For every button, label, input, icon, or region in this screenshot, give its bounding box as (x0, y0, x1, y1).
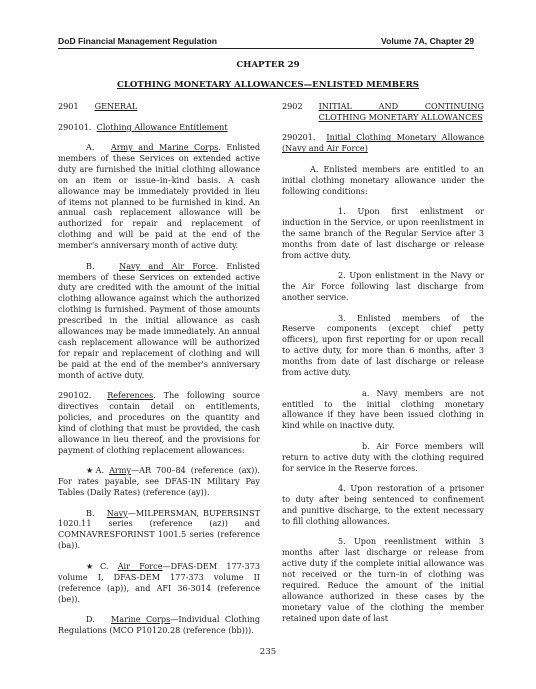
paragraph-label: ★C. (86, 560, 109, 571)
subsection-number: 290101. (58, 121, 92, 132)
section-number: 2902 (282, 101, 303, 111)
paragraph-label: D. (86, 614, 95, 624)
subsection-title: References (107, 390, 154, 401)
subsection-number: 290201. (282, 132, 316, 143)
condition-1: 1. Upon first enlistment or induction in the Service, or upon reenlistment in the same branch of the Regular Service after 3 months from date of last discharge or release from active duty. (282, 206, 484, 260)
header-regulation-title: DoD Financial Management Regulation (58, 36, 218, 46)
condition-3a: a. Navy members are not entitled to the initial clothing monetary allowance if they have been issued clothing in kind while on inactive duty. (282, 387, 484, 431)
reference-navy (58, 508, 260, 552)
reference-army (58, 465, 260, 498)
subsection-title: Initial Clothing Monetary Allowance (Navy and Air Force) (282, 132, 484, 154)
paragraph-text: —AR 700–84 (reference (ax)). For rates payable, see DFAS-IN Military Pay Tables (Daily Rates) (reference (ay)). (58, 465, 260, 498)
paragraph-label: B. (86, 507, 95, 518)
paragraph-text: . The following source directives contain detail on entitlements, policies, and procedures on the quantity and kind of clothing that must be provided, the cash allowance in lieu thereof, and the provisions for payment of clothing replacement allowances: (58, 390, 260, 455)
condition-2: 2. Upon enlistment in the Navy or the Air Force following last discharge from another service. (282, 270, 484, 303)
subsection-290201-heading (282, 132, 484, 154)
paragraph-text: —Individual Clothing Regulations (MCO P10120.28 (reference (bb))). (58, 614, 260, 635)
paragraph-label: B. (86, 260, 95, 271)
paragraph-heading: Army (109, 465, 132, 476)
paragraph-a-conditions: A. Enlisted members are entitled to an initial clothing monetary allowance under the following conditions: (282, 163, 484, 196)
paragraph-heading: Marine Corps (111, 614, 171, 624)
paragraph-text: —MILPERSMAN, BUPERSINST 1020.11 series (reference (az)) and COMNAVRESFORINST 1001.5 series (reference (ba)). (58, 507, 260, 551)
paragraph-heading: Air Force (117, 560, 163, 571)
section-2901-heading (58, 101, 260, 112)
left-column (58, 101, 260, 645)
section-2902-heading (282, 101, 484, 123)
page-number: 235 (259, 647, 277, 657)
section-number: 2901 (58, 101, 79, 111)
paragraph-heading: Navy and Air Force (119, 260, 216, 271)
section-title: GENERAL (94, 101, 138, 111)
paragraph-heading: Navy (106, 507, 128, 518)
header-volume-chapter: Volume 7A, Chapter 29 (381, 36, 474, 46)
condition-3b: b. Air Force members will return to active duty with the clothing required for service in the Reserve forces. (282, 440, 484, 473)
paragraph-label: ★A. (86, 465, 105, 476)
header-divider (58, 48, 474, 49)
paragraph-text: —DFAS-DEM 177-373 volume I, DFAS-DEM 177-373 volume II (reference (ap)), and AFI 36-3014 (reference (be)). (58, 560, 260, 604)
paragraph-text: . Enlisted members of these Services on extended active duty are furnished the initial clothing allowance on an item or issue–in–kind basis. A cash allowance may be immediately provided in lieu of items not planned to be furnished in kind. An annual cash replacement allowance will be authorized for repair and replacement of clothing and will be paid at the end of the member's anniversary month of active duty. (58, 142, 260, 251)
paragraph-label: A. (86, 142, 95, 152)
subsection-290101-heading (58, 122, 260, 133)
condition-3: 3. Enlisted members of the Reserve components (except chief petty officers), upon first reporting for or upon recall to active duty, for more than 6 months, after 3 months from date of last discharge or release from active duty. (282, 312, 484, 378)
condition-5: 5. Upon reenlistment within 3 months after last discharge or release from active duty if the complete initial allowance was not received or the turn–in of clothing was required. Reduce the amount of the initial allowance authorized in these cases by the monetary value of the clothing the member retained upon date of last (282, 536, 484, 623)
right-column (282, 101, 484, 633)
paragraph-heading: Army and Marine Corps (110, 142, 219, 152)
paragraph-army-marine (58, 142, 260, 251)
reference-marine-corps (58, 614, 260, 636)
subsection-number: 290102. (58, 390, 92, 401)
paragraph-navy-airforce (58, 261, 260, 381)
condition-4: 4. Upon restoration of a prisoner to duty after being sentenced to confinement and punitive discharge, to the extent necessary to fill clothing allowances. (282, 483, 484, 526)
paragraph-text: . Enlisted members of these Services on extended active duty are credited with the amount of the initial clothing allowance against which the authorized clothing is furnished. Payment of those amounts prescribed in the initial allowance as cash allowances may be made immediately. An annual cash replacement allowance will be authorized for repair and replacement of clothing and will be paid at the end of the member's anniversary month of active duty. (58, 260, 261, 380)
reference-air-force (58, 561, 260, 605)
chapter-title: CLOTHING MONETARY ALLOWANCES—ENLISTED MEMBERS (117, 80, 419, 90)
subsection-title: Clothing Allowance Entitlement (96, 121, 228, 132)
chapter-number: CHAPTER 29 (236, 60, 300, 70)
paragraph-references (58, 390, 260, 455)
section-title: INITIAL AND CONTINUING CLOTHING MONETARY ALLOWANCES (318, 101, 484, 122)
